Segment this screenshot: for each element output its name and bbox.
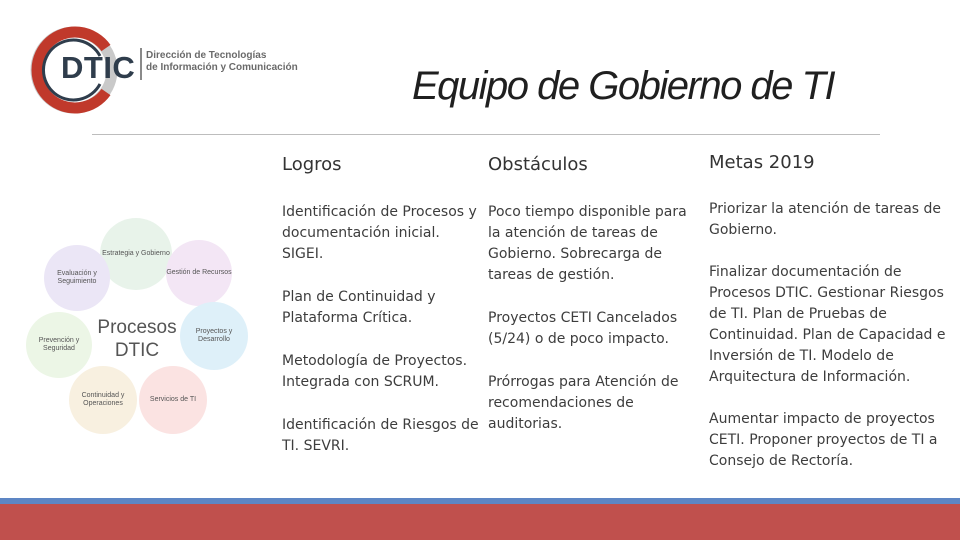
logo-subtitle-line2: de Información y Comunicación — [146, 62, 298, 73]
metas-list — [709, 199, 953, 493]
list-item: Metodología de Proyectos. Integrada con SCRUM. — [282, 353, 468, 390]
center-line2: DTIC — [114, 340, 160, 361]
list-item: Finalizar documentación de Procesos DTIC. Gestionar Riesgos de TI. Plan de Pruebas de Continuidad. Plan de Capacidad e Inversión de TI. Modelo de Arquitectura de Información. — [709, 264, 946, 385]
logo-divider — [140, 48, 142, 80]
list-item: Aumentar impacto de proyectos CETI. Proponer proyectos de TI a Consejo de Rectoría. — [709, 411, 938, 469]
petal-continuidad: Continuidad y Operaciones — [69, 366, 137, 434]
title-divider — [92, 134, 880, 135]
logros-heading: Logros — [282, 154, 342, 175]
list-item: Poco tiempo disponible para la atención de tareas de Gobierno. Sobrecarga de tareas de gestión. — [488, 204, 687, 283]
list-item: Identificación de Riesgos de TI. SEVRI. — [282, 417, 479, 454]
petal-gestion-recursos: Gestión de Recursos — [166, 240, 232, 306]
petal-evaluacion: Evaluación y Seguimiento — [44, 245, 110, 311]
footer-bar — [0, 504, 960, 540]
center-line1: Procesos — [97, 317, 177, 338]
dtic-logo — [28, 20, 298, 120]
logo-subtitle-line1: Dirección de Tecnologías — [146, 50, 267, 61]
list-item: Proyectos CETI Cancelados (5/24) o de poco impacto. — [488, 310, 678, 347]
petal-estrategia: Estrategia y Gobierno — [100, 218, 172, 290]
obstaculos-heading: Obstáculos — [488, 154, 588, 175]
list-item: Plan de Continuidad y Plataforma Crítica. — [282, 289, 436, 326]
diagram-center — [84, 286, 190, 392]
process-diagram — [26, 218, 252, 436]
metas-heading: Metas 2019 — [709, 152, 815, 173]
petal-servicios: Servicios de TI — [139, 366, 207, 434]
petal-prevencion: Prevención y Seguridad — [26, 312, 92, 378]
slide-title: Equipo de Gobierno de TI — [412, 64, 835, 108]
logo-acronym: DTIC — [61, 50, 136, 85]
logros-list — [282, 202, 482, 479]
petal-proyectos: Proyectos y Desarrollo — [180, 302, 248, 370]
list-item: Identificación de Procesos y documentación inicial. SIGEI. — [282, 204, 477, 262]
list-item: Prórrogas para Atención de recomendaciones de auditorias. — [488, 374, 679, 432]
logo-subtitle — [146, 50, 298, 74]
obstaculos-list — [488, 202, 694, 457]
list-item: Priorizar la atención de tareas de Gobierno. — [709, 201, 942, 238]
